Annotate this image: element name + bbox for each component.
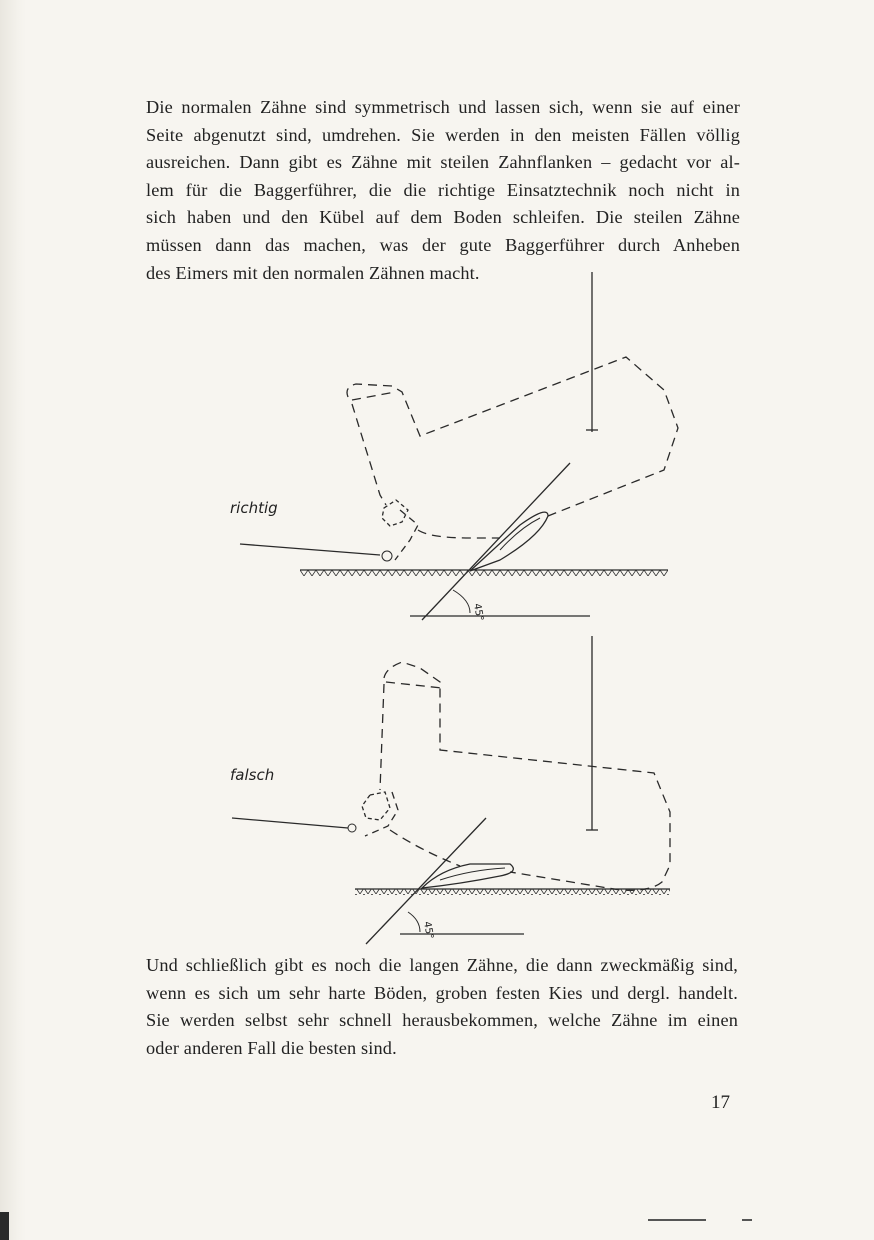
hinge-pin-bottom [362,792,390,820]
scan-artifact [648,1219,706,1221]
text-line: sich haben und den Kübel auf dem Boden schleifen. Die steilen Zähne [146,207,740,228]
paragraph-bottom [146,952,738,1062]
text-line: des Eimers mit den normalen Zähnen macht. [146,262,480,283]
text-line: Sie werden selbst sehr schnell herausbekommen, welche Zähne im einen [146,1010,738,1031]
scan-artifact [742,1219,752,1221]
text-line: ausreichen. Dann gibt es Zähne mit steilen Zahnflanken – gedacht vor al- [146,152,740,173]
text-line: Und schließlich gibt es noch die langen Zähne, die dann zweckmäßig sind, [146,955,738,975]
text-line: Die normalen Zähne sind symmetrisch und lassen sich, wenn sie auf einer [146,97,740,117]
text-line: müssen dann das machen, was der gute Baggerführer durch Anheben [146,234,740,255]
text-line: wenn es sich um sehr harte Böden, groben festen Kies und dergl. handelt. [146,982,738,1003]
page-number: 17 [711,1092,730,1113]
bucket-outline-top [347,357,678,516]
label-correct: richtig [230,499,278,517]
text-line: oder anderen Fall die besten sind. [146,1037,397,1058]
text-line: Seite abgenutzt sind, umdrehen. Sie werden in den meisten Fällen völlig [146,124,740,145]
angle-label-top: 45° [471,602,485,622]
tooth-bottom [422,864,513,888]
angle-line-top [422,463,570,620]
bucket-outline-bottom [384,662,670,890]
text-line: lem für die Baggerführer, die die richtige Einsatztechnik noch nicht in [146,179,740,200]
angle-label-bottom: 45° [421,920,435,940]
tooth-top [470,512,548,571]
label-wrong: falsch [230,766,275,784]
